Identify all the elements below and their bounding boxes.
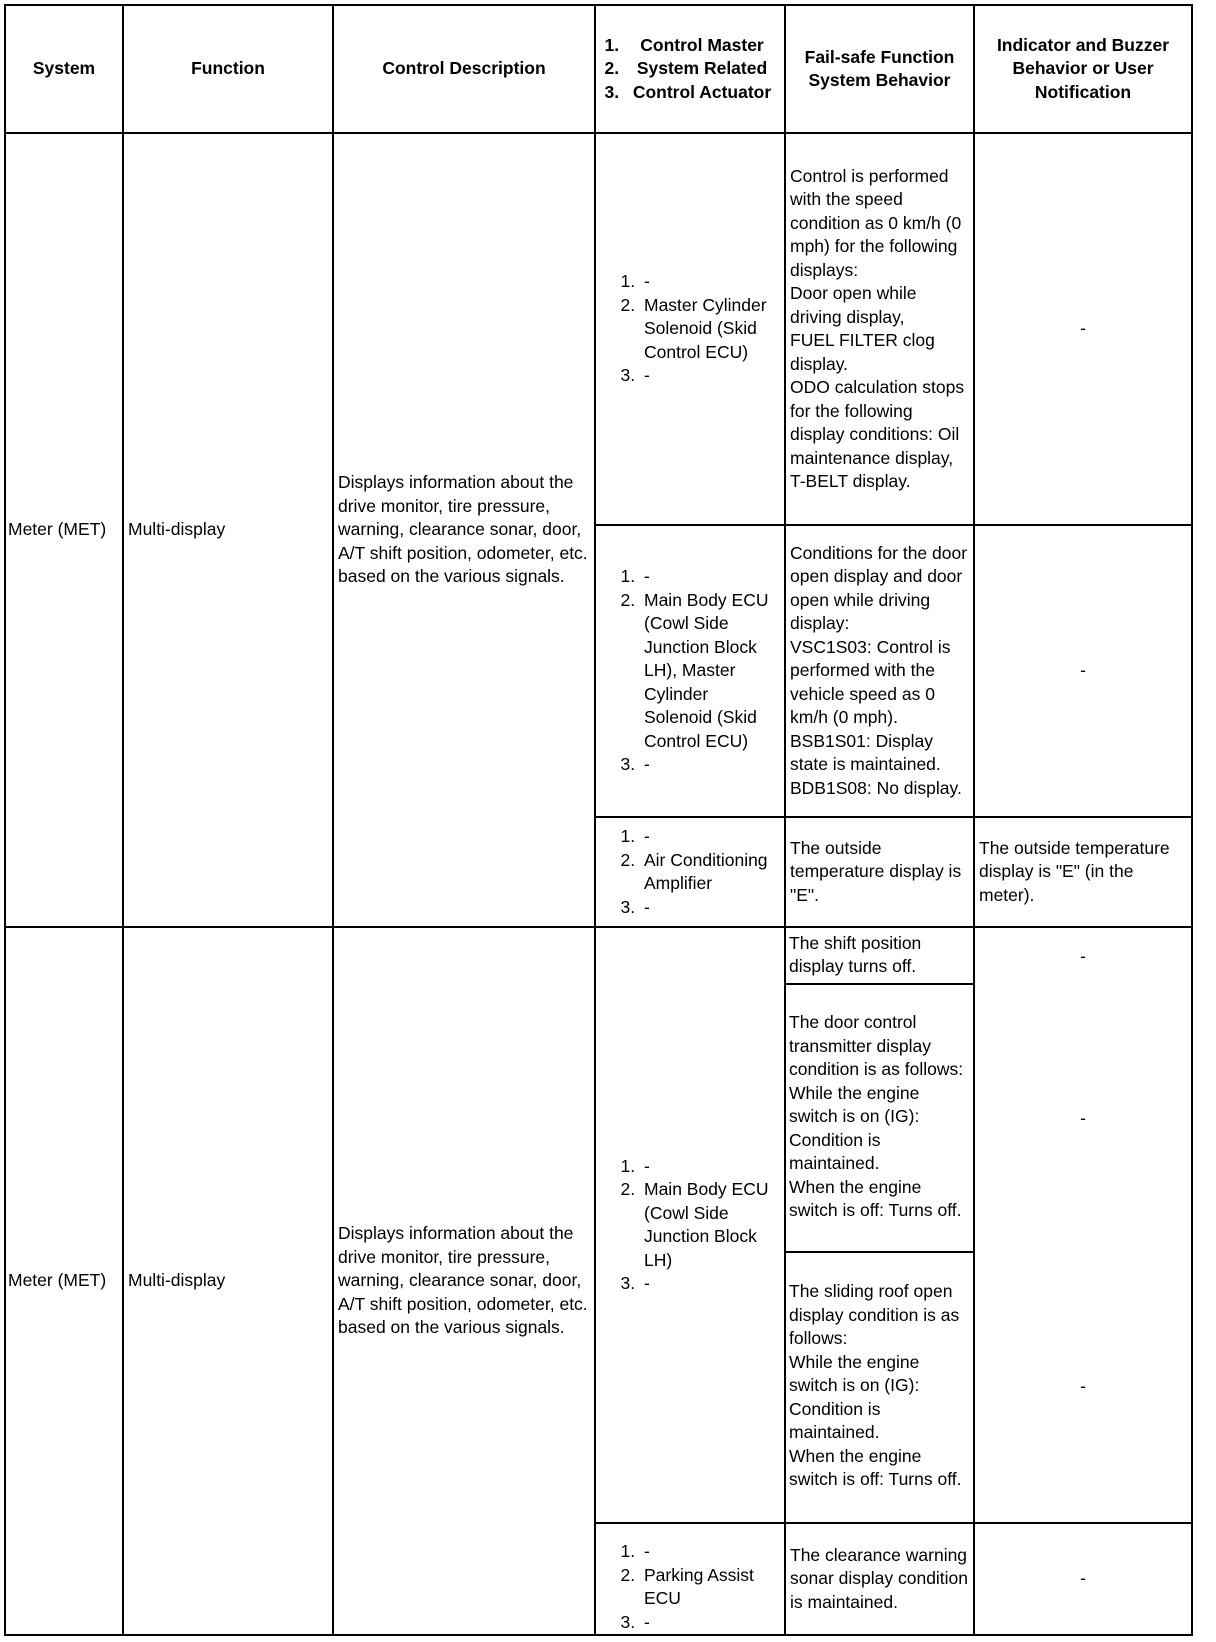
list-item: 3. - (640, 896, 780, 920)
control-master-cell (595, 525, 785, 817)
list-item: 2. Parking Assist ECU (640, 1564, 780, 1611)
indicator-block: - (1080, 946, 1086, 967)
fail-safe-block: The shift position display turns off. (786, 929, 973, 985)
control-description-cell: Displays information about the drive monitor, tire pressure, warning, clearance sonar, door, A/T shift position, odometer, etc. based on the various signals. (333, 927, 595, 1635)
fail-safe-cell: Conditions for the door open display and door open while driving display: VSC1S03: Control is performed with the vehicle speed as 0 km/h (0 mph). BSB1S01: Display state is maintained. BDB1S08: No display. (785, 525, 974, 817)
list-item: 1. - (640, 1540, 780, 1564)
indicator-cell: - (974, 133, 1192, 525)
header-control-master (595, 5, 785, 133)
list-item: 1. - (640, 565, 780, 589)
control-master-list (600, 1155, 780, 1296)
list-item: 1. - (640, 270, 780, 294)
system-cell: Meter (MET) (5, 927, 123, 1635)
list-item: 3. - (640, 364, 780, 388)
function-cell: Multi-display (123, 927, 333, 1635)
control-master-list (600, 1540, 780, 1634)
control-master-cell (595, 133, 785, 525)
indicator-block: - (1080, 1108, 1086, 1129)
function-cell: Multi-display (123, 133, 333, 927)
list-item: 1. - (640, 1155, 780, 1179)
list-item: 2. Main Body ECU (Cowl Side Junction Block LH), Master Cylinder Solenoid (Skid Control ECU) (640, 589, 780, 754)
fail-safe-cell: The clearance warning sonar display condition is maintained. (785, 1523, 974, 1635)
table-row (5, 133, 1192, 525)
header-system: System (5, 5, 123, 133)
header-control-master-item: 2. System Related (624, 57, 780, 81)
control-master-list (600, 565, 780, 777)
document-page (4, 4, 1191, 1636)
list-item: 3. - (640, 1611, 780, 1635)
header-control-master-item: 3. Control Actuator (624, 81, 780, 105)
indicator-block: - (1080, 1376, 1086, 1397)
control-description-cell: Displays information about the drive monitor, tire pressure, warning, clearance sonar, door, A/T shift position, odometer, etc. based on the various signals. (333, 133, 595, 927)
control-master-cell (595, 817, 785, 927)
fail-safe-block: The sliding roof open display condition is as follows: While the engine switch is on (IG): Condition is maintained. When the engine switch is off: Turns off. (789, 1281, 962, 1490)
header-row (5, 5, 1192, 133)
header-indicator: Indicator and Buzzer Behavior or User Notification (974, 5, 1192, 133)
table-row (5, 927, 1192, 1523)
control-master-cell (595, 927, 785, 1523)
header-function: Function (123, 5, 333, 133)
fail-safe-cell (785, 927, 974, 1523)
control-master-list (600, 270, 780, 388)
header-control-master-item: 1. Control Master (624, 34, 780, 58)
header-control-description: Control Description (333, 5, 595, 133)
list-item: 1. - (640, 825, 780, 849)
system-cell: Meter (MET) (5, 133, 123, 927)
indicator-cell: - (974, 1523, 1192, 1635)
fail-safe-table (4, 4, 1193, 1636)
control-master-list (600, 825, 780, 919)
control-master-cell (595, 1523, 785, 1635)
fail-safe-block: The door control transmitter display condition is as follows: While the engine switch is on (IG): Condition is maintained. When the engine switch is off: Turns off. (786, 985, 973, 1253)
list-item: 2. Main Body ECU (Cowl Side Junction Block LH) (640, 1178, 780, 1272)
indicator-cell (974, 927, 1192, 1523)
fail-safe-cell: Control is performed with the speed condition as 0 km/h (0 mph) for the following displays: Door open while driving display, FUEL FILTER clog display. ODO calculation stops for the following display conditions: Oil maintenance display, T-BELT display. (785, 133, 974, 525)
indicator-cell: The outside temperature display is "E" (in the meter). (974, 817, 1192, 927)
indicator-cell: - (974, 525, 1192, 817)
list-item: 2. Air Conditioning Amplifier (640, 849, 780, 896)
fail-safe-cell: The outside temperature display is "E". (785, 817, 974, 927)
header-control-master-list (600, 34, 780, 105)
list-item: 3. - (640, 1272, 780, 1296)
list-item: 2. Master Cylinder Solenoid (Skid Control ECU) (640, 294, 780, 365)
header-fail-safe: Fail-safe Function System Behavior (785, 5, 974, 133)
list-item: 3. - (640, 753, 780, 777)
